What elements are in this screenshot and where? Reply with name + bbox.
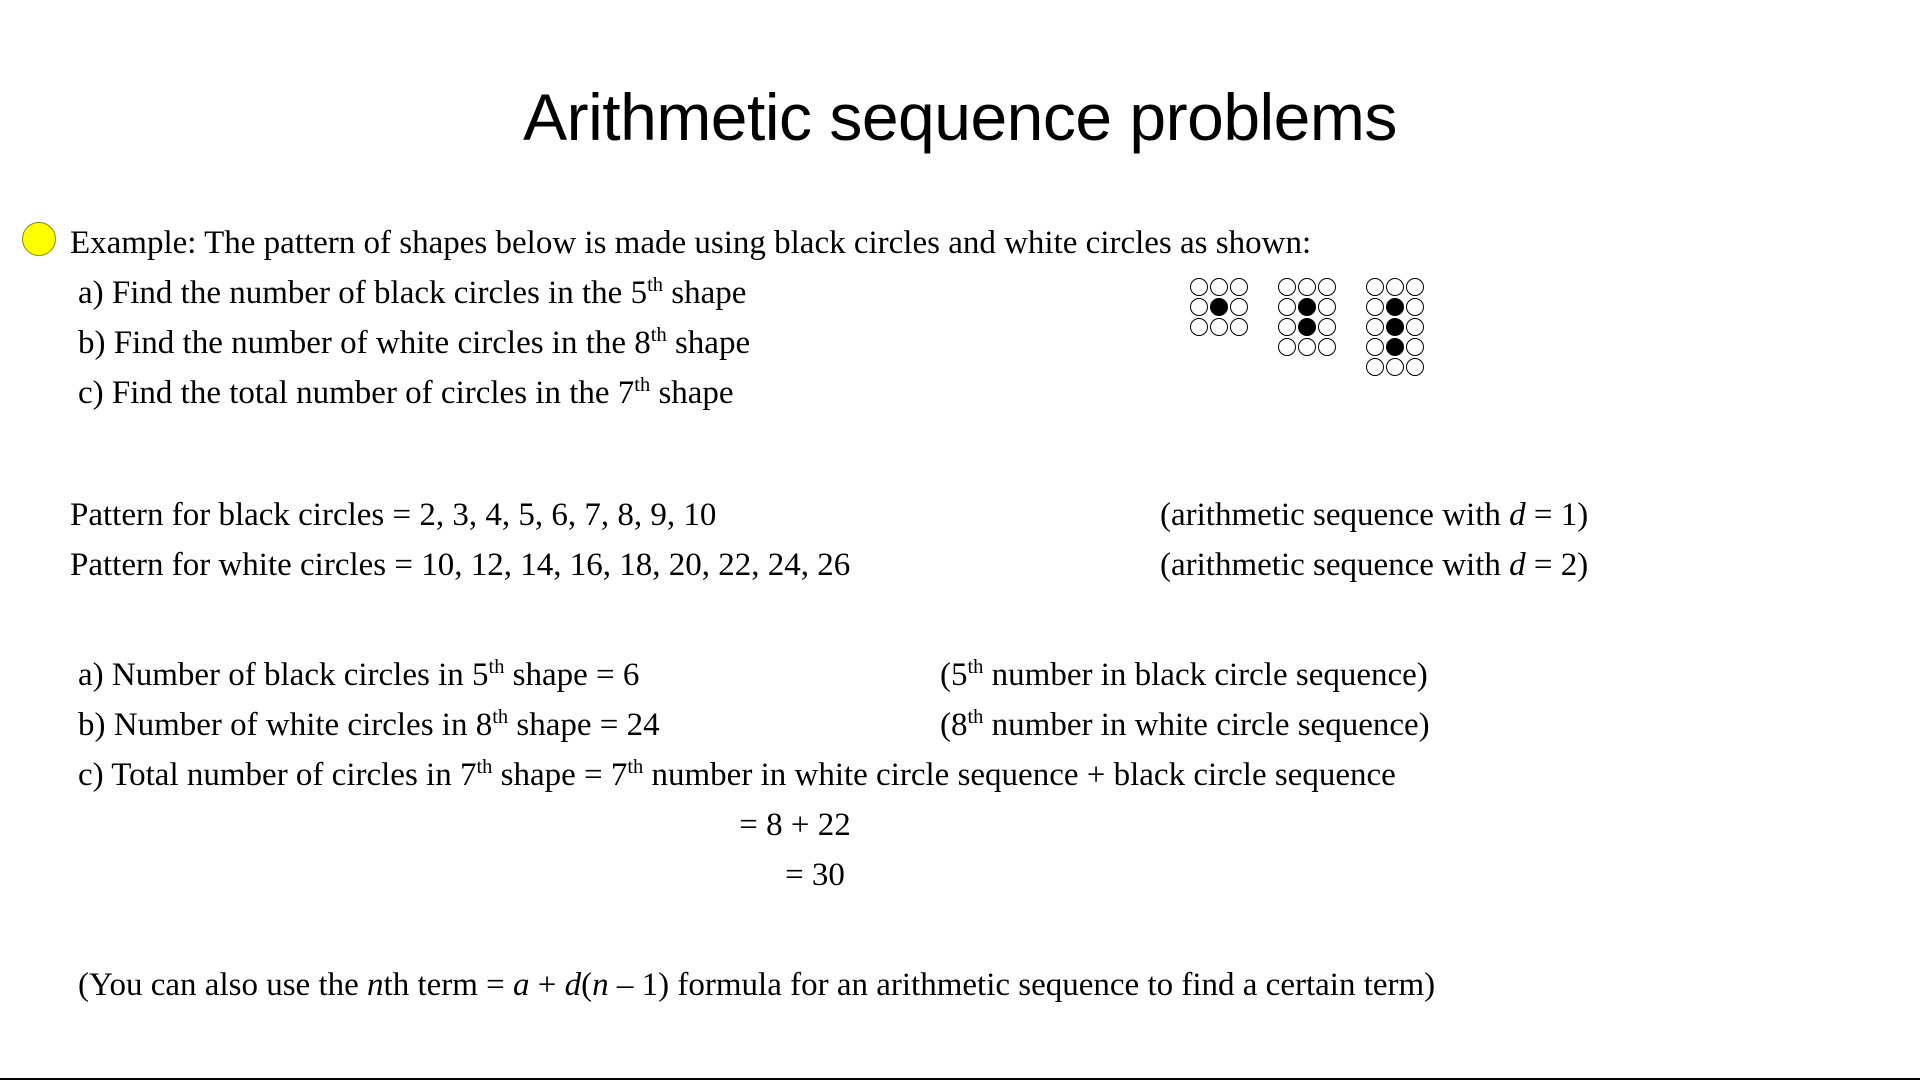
answer-b-paren-open: (8	[940, 707, 968, 743]
answer-a	[70, 650, 1880, 700]
answer-c-line2: = 8 + 22	[739, 807, 851, 843]
ordinal-suffix: th	[488, 656, 505, 678]
question-a	[70, 268, 1880, 318]
pattern-white-values: 10, 12, 14, 16, 18, 20, 22, 24, 26	[421, 547, 851, 583]
pattern-white-note-var: d	[1509, 547, 1526, 583]
footnote-var-d: d	[564, 967, 582, 1003]
answer-b	[70, 700, 1880, 750]
question-a-text-end: shape	[662, 275, 747, 311]
question-c-label: c)	[78, 375, 104, 411]
question-b-text-end: shape	[666, 325, 751, 361]
ordinal-suffix: th	[967, 706, 984, 728]
pattern-white-note-after: = 2)	[1525, 547, 1589, 583]
footnote-var-n2: n	[592, 967, 609, 1003]
footnote-var-n: n	[367, 967, 384, 1003]
ordinal-suffix: th	[647, 274, 663, 296]
question-c-text: Find the total number of circles in the 7	[111, 375, 635, 411]
ordinal-suffix: th	[650, 324, 667, 346]
answer-b-prefix: b) Number of white circles in 8	[78, 707, 493, 743]
question-c-text-end: shape	[650, 375, 734, 411]
intro-line	[70, 218, 1880, 268]
ordinal-suffix: th	[476, 756, 493, 778]
slide-body	[70, 218, 1880, 1010]
answer-b-mid: shape = 24	[508, 707, 660, 743]
pattern-white-label: Pattern for white circles =	[70, 547, 422, 583]
footnote-part2: th term =	[383, 967, 514, 1003]
answer-a-paren-rest: number in black circle sequence)	[983, 657, 1428, 693]
question-a-text: Find the number of black circles in the 5	[111, 275, 648, 311]
footnote-part3: +	[529, 967, 565, 1003]
answer-b-paren-rest: number in white circle sequence)	[983, 707, 1430, 743]
pattern-black-note-var: d	[1509, 497, 1526, 533]
question-c	[70, 368, 1880, 418]
answer-c	[70, 750, 1880, 800]
ordinal-suffix: th	[634, 374, 651, 396]
footnote-part4: (	[581, 967, 593, 1003]
answer-a-mid: shape = 6	[504, 657, 640, 693]
pattern-black-label: Pattern for black circles =	[70, 497, 420, 533]
question-b-text: Find the number of white circles in the 8	[113, 325, 651, 361]
question-b	[70, 318, 1880, 368]
answer-c-rest: number in white circle sequence + black circle sequence	[643, 757, 1396, 793]
question-a-label: a)	[78, 275, 104, 311]
footnote	[70, 960, 1880, 1010]
page-title: Arithmetic sequence problems	[523, 80, 1397, 154]
pattern-black-note-before: (arithmetic sequence with	[1160, 497, 1510, 533]
intro-text: Example: The pattern of shapes below is made using black circles and white circles as shown:	[70, 225, 1312, 261]
question-b-label: b)	[78, 325, 106, 361]
answer-a-prefix: a) Number of black circles in 5	[78, 657, 489, 693]
answer-c-line3: = 30	[785, 857, 845, 893]
answer-c-mid: shape = 7	[492, 757, 628, 793]
pattern-white-note-before: (arithmetic sequence with	[1160, 547, 1510, 583]
footnote-part1: (You can also use the	[78, 967, 368, 1003]
pattern-black-circles	[70, 490, 1880, 540]
pattern-black-note-after: = 1)	[1525, 497, 1589, 533]
footnote-part5: – 1) formula for an arithmetic sequence to find a certain term)	[608, 967, 1436, 1003]
bullet-marker	[22, 222, 56, 256]
footnote-var-a: a	[513, 967, 530, 1003]
answer-a-paren-open: (5	[940, 657, 968, 693]
ordinal-suffix: th	[627, 756, 644, 778]
pattern-black-values: 2, 3, 4, 5, 6, 7, 8, 9, 10	[419, 497, 717, 533]
answer-c-prefix: c) Total number of circles in 7	[78, 757, 477, 793]
ordinal-suffix: th	[967, 656, 984, 678]
ordinal-suffix: th	[492, 706, 509, 728]
pattern-white-circles	[70, 540, 1880, 590]
